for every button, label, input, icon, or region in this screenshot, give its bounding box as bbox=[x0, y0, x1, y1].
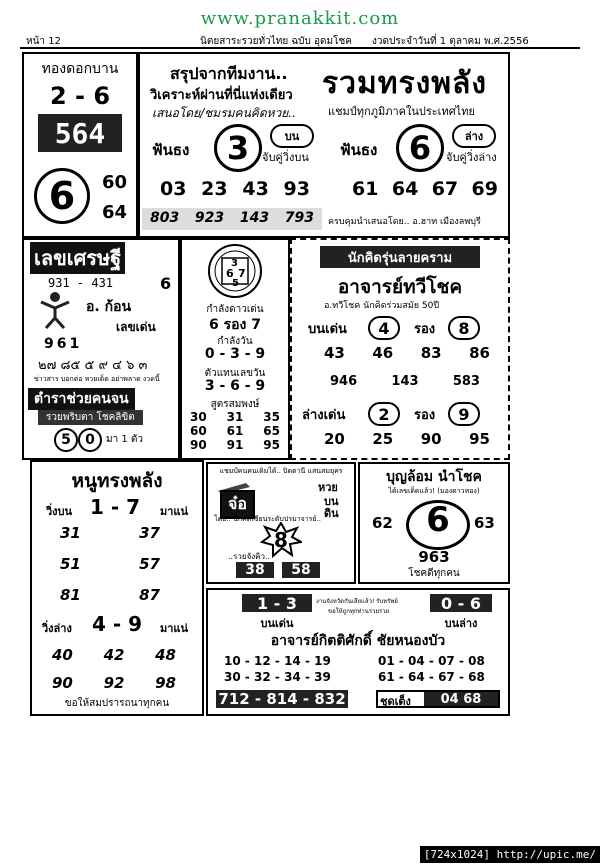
day-label: กำลังวัน bbox=[217, 336, 253, 347]
lek-note: ข่าวสาร บอกต่อ หวยเด็ด อย่าพลาด งวดนี้ bbox=[34, 375, 160, 383]
nu-cell: 51 bbox=[60, 555, 81, 573]
formula-row bbox=[190, 424, 280, 438]
ajarn-upper-num: 43 bbox=[324, 344, 345, 362]
kit-right-row: 61 - 64 - 67 - 68 bbox=[378, 670, 485, 684]
nu-lower-pair: 4 - 9 bbox=[92, 612, 143, 636]
lek-digit-note: มา 1 ตัว bbox=[106, 434, 144, 445]
nu-row1 bbox=[52, 646, 176, 664]
ajarn-upper-num: 46 bbox=[372, 344, 394, 362]
upper-num: 23 bbox=[201, 178, 228, 200]
nu-cell: 31 bbox=[60, 524, 81, 542]
jo-hui: หวย bbox=[318, 481, 338, 494]
ajarn-lower-num: 90 bbox=[420, 430, 442, 448]
ajarn-lower-num: 20 bbox=[324, 430, 345, 448]
lek-line3: ๒๗ ๘๕ ๕ ๙ ๔ ๖ ๓ bbox=[38, 358, 148, 373]
ajarn-three-num: 946 bbox=[330, 374, 358, 389]
formula-cell: 35 bbox=[263, 410, 280, 424]
nu-cell: 37 bbox=[139, 524, 160, 542]
three-num: 803 bbox=[150, 210, 180, 226]
kit-right-pair: 0 - 6 bbox=[430, 594, 492, 612]
ajarn-upper-label: บนเด่น bbox=[308, 322, 347, 337]
formula-row bbox=[190, 410, 280, 424]
wheel-center-b: 7 bbox=[238, 267, 246, 280]
lower-lang-sub: จับคู่วิ่งล่าง bbox=[446, 151, 497, 164]
kit-tie: 04 68 bbox=[424, 692, 498, 706]
lower-num: 69 bbox=[471, 178, 498, 200]
formula-cell: 91 bbox=[226, 438, 244, 452]
nu-row1-num: 42 bbox=[103, 646, 125, 664]
lower-num: 64 bbox=[391, 178, 419, 200]
nu-row2-num: 90 bbox=[52, 674, 73, 692]
boon-footer: โชคดีทุกคน bbox=[408, 568, 460, 579]
header-rule bbox=[20, 47, 580, 49]
kittisak-panel bbox=[206, 588, 510, 716]
ajarn-lower-main: 2 bbox=[368, 402, 400, 426]
kit-left-row: 10 - 12 - 14 - 19 bbox=[224, 654, 331, 668]
ajarn-three-num: 143 bbox=[391, 374, 419, 389]
formula-cell: 95 bbox=[263, 438, 280, 452]
upper-bon-sub: จับคู่วิ่งบน bbox=[262, 151, 309, 164]
boon-title: บุญล้อม นำโชค bbox=[386, 469, 482, 485]
wheel-icon bbox=[200, 242, 270, 300]
lek-label: เลขเด่น bbox=[116, 320, 156, 334]
day-value: 0 - 3 - 9 bbox=[204, 346, 266, 362]
ajarn-lower-rong: รอง bbox=[414, 408, 436, 423]
upper-bon-tag: บน bbox=[270, 124, 314, 148]
banner-subtitle2: เสนอโดย/ชมรมคนคิดหวย.. bbox=[152, 106, 296, 120]
nu-upper-pair: 1 - 7 bbox=[90, 495, 141, 519]
lek-figure-icon bbox=[38, 290, 72, 334]
left-top-three: 564 bbox=[38, 114, 122, 152]
formula-cell: 61 bbox=[226, 424, 244, 438]
left-top-pair: 2 - 6 bbox=[49, 82, 111, 110]
ajarn-upper-rong: รอง bbox=[414, 322, 436, 337]
formula-cell: 31 bbox=[226, 410, 244, 424]
jo-bon: บน bbox=[324, 495, 339, 508]
jo-n1: 38 bbox=[236, 562, 274, 578]
ajarn-name: อาจารย์ทวีโชค bbox=[337, 276, 463, 298]
upper-fanthong-digit: 3 bbox=[214, 124, 262, 172]
wheel-top: 3 bbox=[231, 258, 238, 269]
lower-fanthong-digit: 6 bbox=[396, 124, 444, 172]
left-top-side-bottom: 64 bbox=[102, 202, 128, 223]
formula-cell: 65 bbox=[263, 424, 280, 438]
main-banner-panel bbox=[138, 52, 510, 238]
ajarn-lower-num: 95 bbox=[469, 430, 490, 448]
rep-label: ตัวแทนเลขวัน bbox=[204, 368, 266, 379]
kit-three: 712 - 814 - 832 bbox=[216, 690, 348, 708]
boon-three: 963 bbox=[418, 548, 450, 566]
ajarn-panel bbox=[290, 238, 510, 460]
kit-name: อาจารย์กิตติศักดิ์ ชัยหนองบัว bbox=[270, 633, 446, 649]
upper-num: 43 bbox=[242, 178, 269, 200]
formula-row bbox=[190, 438, 280, 452]
three-num: 143 bbox=[239, 210, 270, 226]
lek-textbook-sub: รวยพริบตา โชคลิขิต bbox=[38, 410, 143, 425]
star-label: กำลังดาวเด่น bbox=[206, 304, 264, 315]
ajarn-three-nums bbox=[330, 374, 480, 389]
lek-textbook: ตำราช่วยคนจน bbox=[28, 388, 135, 410]
banner-credit: ครบคุมนำเสนอโดย.. อ.ฮาท เมืองลพบุรี bbox=[328, 217, 481, 227]
star-value: 6 รอง 7 bbox=[209, 317, 261, 333]
kit-middle-a: งานจังหวัดกันเสียแล้ว! รับทรัพย์ bbox=[316, 598, 398, 605]
upper-number-row bbox=[160, 178, 310, 200]
lower-lang-tag: ล่าง bbox=[452, 124, 496, 148]
left-top-panel bbox=[22, 52, 138, 238]
ajarn-lower-label: ล่างเด่น bbox=[302, 408, 346, 423]
jo-top: แชมป์คนคนเดิมได้.. ปิดตานี แสนสมยุคร bbox=[219, 467, 343, 475]
left-top-big-digit: 6 bbox=[34, 168, 90, 224]
jo-big: 8 bbox=[274, 528, 288, 552]
lower-num: 67 bbox=[431, 178, 459, 200]
nu-upper-label: วิ่งบน bbox=[46, 505, 73, 518]
jo-by: โดย.. นักคิดเซียนระดับปรมาจารย์.. bbox=[214, 515, 321, 523]
nu-lower-label: วิ่งล่าง bbox=[42, 622, 72, 635]
upper-fanthong-label: ฟันธง bbox=[152, 141, 190, 159]
nu-title: หนูทรงพลัง bbox=[71, 470, 163, 492]
left-top-side-top: 60 bbox=[102, 172, 128, 193]
kit-tie-label: ชุดเต็ง bbox=[380, 695, 411, 708]
lek-digit-1: 5 bbox=[54, 428, 78, 452]
nu-grid-row bbox=[60, 555, 160, 573]
boon-right: 63 bbox=[474, 514, 495, 532]
ajarn-header: นักคิดรุ่นลายคราม bbox=[320, 246, 480, 268]
nu-grid-row bbox=[60, 586, 160, 604]
rep-value: 3 - 6 - 9 bbox=[204, 378, 266, 394]
ajarn-upper-num: 83 bbox=[420, 344, 442, 362]
upper-num: 03 bbox=[160, 178, 187, 200]
lower-number-row bbox=[352, 178, 498, 200]
ajarn-lower-nums bbox=[324, 430, 490, 448]
kit-left-pair: 1 - 3 bbox=[242, 594, 312, 612]
nu-row2 bbox=[52, 674, 176, 692]
boon-big: 6 bbox=[426, 500, 450, 540]
jo-panel bbox=[206, 462, 356, 584]
ajarn-lower-num: 25 bbox=[372, 430, 394, 448]
ajarn-upper-num: 86 bbox=[469, 344, 490, 362]
lek-digit-2: 0 bbox=[78, 428, 102, 452]
issue-date: งวดประจำวันที่ 1 ตุลาคม พ.ศ.2556 bbox=[372, 36, 529, 47]
nu-panel bbox=[30, 460, 204, 716]
jo-n2: 58 bbox=[282, 562, 320, 578]
lek-line1: 931 - 431 bbox=[48, 276, 114, 290]
wheel-bottom: 5 bbox=[232, 278, 239, 289]
wheel-panel bbox=[180, 238, 290, 460]
nu-grid-row bbox=[60, 524, 160, 542]
page-number: หน้า 12 bbox=[26, 36, 61, 47]
boon-sub: ได้เลขเด็ดแล้ว! (มองดาวทอง) bbox=[388, 487, 480, 495]
three-num: 923 bbox=[194, 210, 225, 226]
banner-summary: สรุปจากทีมงาน.. bbox=[170, 64, 288, 83]
nu-upper-tag: มาแน่ bbox=[160, 505, 189, 518]
lek-logo: เลขเศรษฐี bbox=[30, 242, 125, 274]
three-number-strip bbox=[142, 208, 322, 230]
left-top-title: ทองดอกบาน bbox=[41, 61, 119, 77]
jo-din: ดิน bbox=[324, 507, 339, 520]
kit-right-row: 01 - 04 - 07 - 08 bbox=[378, 654, 485, 668]
banner-logo: รวมทรงพลัง bbox=[322, 66, 488, 101]
jo-logo: จ๋อ bbox=[220, 490, 255, 519]
nu-footer: ขอให้สมปรารถนาทุกคน bbox=[64, 698, 170, 709]
three-num: 793 bbox=[284, 210, 314, 226]
nu-row2-num: 98 bbox=[155, 674, 176, 692]
kit-left-row: 30 - 32 - 34 - 39 bbox=[224, 670, 331, 684]
lek-teacher: อ. ก้อน bbox=[86, 299, 132, 315]
formula-label: สูตรสมพงษ์ bbox=[210, 399, 260, 410]
jo-rich: ..รวยจังคิว.. bbox=[228, 552, 271, 561]
lek-line2: 961 bbox=[44, 336, 83, 352]
nu-row1-num: 40 bbox=[52, 646, 73, 664]
lower-fanthong-label: ฟันธง bbox=[340, 141, 378, 159]
banner-tagline: แชมป์ทุกภูมิภาคในประเทศไทย bbox=[328, 105, 475, 118]
publication-name: นิตยสาระรวยทั่วไทย ฉบับ อุดมโชค bbox=[200, 36, 352, 47]
ajarn-upper-nums bbox=[324, 344, 490, 362]
ajarn-three-num: 583 bbox=[452, 374, 480, 389]
site-url[interactable]: www.pranakkit.com bbox=[200, 8, 400, 29]
nu-row1-num: 48 bbox=[155, 646, 176, 664]
nu-row2-num: 92 bbox=[103, 674, 125, 692]
lek-side: 6 bbox=[160, 274, 172, 293]
upper-num: 93 bbox=[283, 178, 310, 200]
kit-left-tag: บนเด่น bbox=[260, 617, 294, 630]
ajarn-sub: อ.ทวีโชค นักคิดร่วมสมัย 50ปี bbox=[324, 301, 440, 311]
kit-right-tag: บนล่าง bbox=[444, 617, 478, 630]
boonlom-panel bbox=[358, 462, 510, 584]
lek-setthi-panel bbox=[22, 238, 180, 460]
ajarn-upper-main: 4 bbox=[368, 316, 400, 340]
formula-cell: 90 bbox=[190, 438, 207, 452]
wheel-center-a: 6 bbox=[226, 267, 234, 280]
image-host-tag[interactable]: [724x1024] http://upic.me/ bbox=[420, 846, 600, 863]
ajarn-upper-second: 8 bbox=[448, 316, 480, 340]
nu-lower-tag: มาแน่ bbox=[160, 622, 189, 635]
lower-num: 61 bbox=[352, 178, 379, 200]
formula-cell: 30 bbox=[190, 410, 207, 424]
nu-cell: 57 bbox=[139, 555, 160, 573]
ajarn-lower-second: 9 bbox=[448, 402, 480, 426]
nu-cell: 87 bbox=[139, 586, 160, 604]
formula-cell: 60 bbox=[190, 424, 207, 438]
nu-cell: 81 bbox=[60, 586, 81, 604]
kit-middle-b: ขอให้ถูกทุกท่านรวยรวย bbox=[328, 608, 390, 615]
banner-subtitle1: วิเคราะห์ผ่านที่นี่แห่งเดียว bbox=[150, 88, 293, 103]
boon-left: 62 bbox=[372, 514, 393, 532]
